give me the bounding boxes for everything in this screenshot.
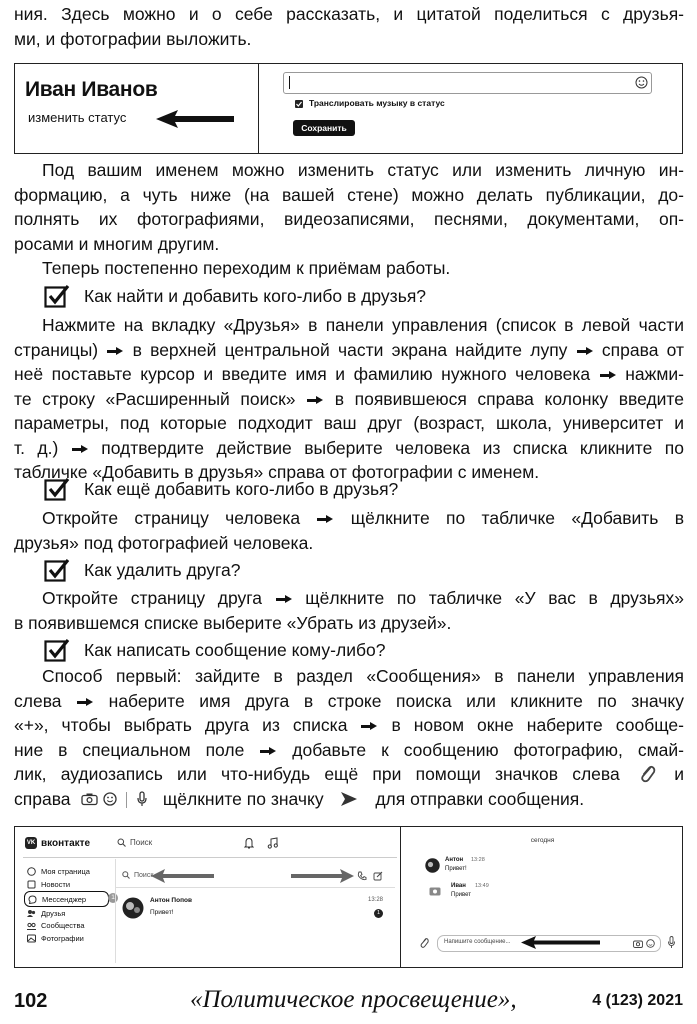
pointer-arrow-icon (156, 109, 236, 129)
profile-screenshot (14, 63, 683, 154)
pointer-arrow-icon (151, 869, 215, 883)
arrow-icon (77, 696, 93, 708)
question-2-text: Откройте страницу человека щёлкните по табличке «Добавить в друзья» под фотографией человека. (14, 508, 685, 553)
friends-icon (27, 909, 36, 918)
smile-icon (103, 792, 117, 806)
save-button[interactable]: Сохранить (293, 120, 355, 136)
sidebar-item-photos[interactable]: Фотографии (27, 932, 112, 945)
status-text: Под вашим именем можно изменить статус или изменить личную ин- формацию, а чуть ниже (на вашей стене) можно делать публикации, до- полнять их фотографиями, видеозаписями, песнями, документами, оп- росами и многим другим. (14, 160, 684, 254)
question-3-text: Откройте страницу друга щёлкните по табличке «У вас в друзьях» в появившемся списке выберите «Убрать из друзей». (14, 588, 684, 633)
chat-list-item[interactable]: Антон Попов Привет! 13:28 1 (122, 895, 387, 925)
page-footer (14, 986, 683, 1018)
avatar (425, 858, 440, 873)
arrow-icon (307, 394, 323, 406)
change-status-link[interactable]: изменить статус (28, 110, 127, 125)
smile-icon[interactable] (635, 76, 648, 89)
checkmark-box-icon (44, 477, 70, 501)
camera-icon[interactable] (633, 939, 643, 948)
message-item: Иван 13:49 Привет (427, 883, 667, 905)
send-icon (340, 791, 358, 807)
search-icon (117, 838, 126, 847)
vk-messenger-screenshot (14, 826, 683, 968)
checkmark-box-icon (44, 284, 70, 308)
question-3-heading: Как удалить друга? (44, 558, 241, 582)
pointer-arrow-icon (521, 936, 601, 949)
microphone-icon[interactable] (667, 936, 676, 949)
message-item: Антон 13:28 Привет! (425, 857, 665, 879)
smile-icon[interactable] (646, 939, 655, 948)
message-input[interactable]: Напишите сообщение... (437, 935, 661, 952)
music-icon[interactable] (267, 837, 278, 849)
question-4-text: Способ первый: зайдите в раздел «Сообщения» в панели управления слева наберите имя друга в строке поиска или кликните по значку «+», чтобы выбрать друга из списка в новом окне наберите сообще- ние в специальном поле добавьте к сообщению фотографию, смай- лик, аудиозапись или что-нибудь ещё при помощи значков слева и справа щёлкните по значку для отправки сообщения. (14, 666, 684, 809)
news-icon (27, 880, 36, 889)
arrow-icon (361, 720, 377, 732)
question-1-heading: Как найти и добавить кого-либо в друзья? (44, 284, 426, 308)
arrow-icon (600, 369, 616, 381)
vk-logo: VK вконтакте (26, 837, 91, 849)
chat-search[interactable]: Поиск (122, 871, 153, 879)
sidebar-item-news[interactable]: Новости (27, 878, 112, 891)
bell-icon[interactable] (244, 837, 254, 849)
sidebar-item-communities[interactable]: Сообщества (27, 919, 112, 932)
communities-icon (27, 921, 36, 930)
avatar (122, 897, 144, 919)
paperclip-icon (638, 764, 656, 784)
call-icon[interactable] (357, 871, 367, 881)
vk-search[interactable]: Поиск (117, 838, 152, 847)
vk-sidebar (27, 865, 115, 945)
user-icon (27, 867, 36, 876)
unread-badge: 1 (374, 909, 383, 918)
arrow-icon (276, 593, 292, 605)
journal-title: «Политическое просвещение», (190, 986, 517, 1013)
sidebar-item-my-page[interactable]: Моя страница (27, 865, 112, 878)
microphone-icon (136, 791, 148, 807)
messenger-badge: 1 (108, 893, 118, 903)
paperclip-icon[interactable] (419, 937, 429, 949)
date-separator: сегодня (530, 837, 555, 844)
question-1-text: Нажмите на вкладку «Друзья» в панели управления (список в левой части страницы) в верхней центральной части экрана найдите лупу справа от неё поставьте курсор и введите имя и фамилию нужного человека нажми- те строку «Расширенный поиск» в появившеюся справа колонку введите параметры, под которые подходит ваш друг (возраст, школа, университет и т. д.) подтвердите действие выберите человека из списка кликните по табличке «Добавить в друзья» справа от фотографии с именем. (14, 315, 685, 482)
intro-text: ния. Здесь можно и о себе рассказать, и цитатой поделиться с друзья- ми, и фотографии выложить. (14, 4, 684, 49)
camera-icon (81, 792, 98, 806)
issue-number: 4 (123) 2021 (592, 992, 683, 1009)
checkmark-box-icon (44, 558, 70, 582)
profile-name: Иван Иванов (25, 78, 158, 101)
compose-icon[interactable] (373, 871, 383, 881)
arrow-icon (317, 513, 333, 525)
arrow-icon (72, 443, 88, 455)
search-icon (122, 871, 130, 879)
sidebar-item-messenger[interactable]: Мессенджер 1 (24, 891, 109, 907)
transition-text: Теперь постепенно переходим к приёмам работы. (42, 258, 451, 278)
photo-icon (27, 934, 36, 943)
music-status-label: Транслировать музыку в статус (309, 98, 445, 108)
question-2-heading: Как ещё добавить кого-либо в друзья? (44, 477, 398, 501)
page-number: 102 (14, 990, 48, 1012)
pointer-arrow-icon (291, 869, 355, 883)
question-4-heading: Как написать сообщение кому-либо? (44, 638, 385, 662)
arrow-icon (107, 345, 123, 357)
status-input[interactable] (283, 72, 652, 94)
sidebar-item-friends[interactable]: Друзья (27, 907, 112, 919)
camera-icon (429, 885, 441, 896)
checkmark-box-icon (44, 638, 70, 662)
message-icon (28, 895, 37, 904)
arrow-icon (260, 745, 276, 757)
music-status-checkbox[interactable] (295, 100, 303, 108)
arrow-icon (577, 345, 593, 357)
